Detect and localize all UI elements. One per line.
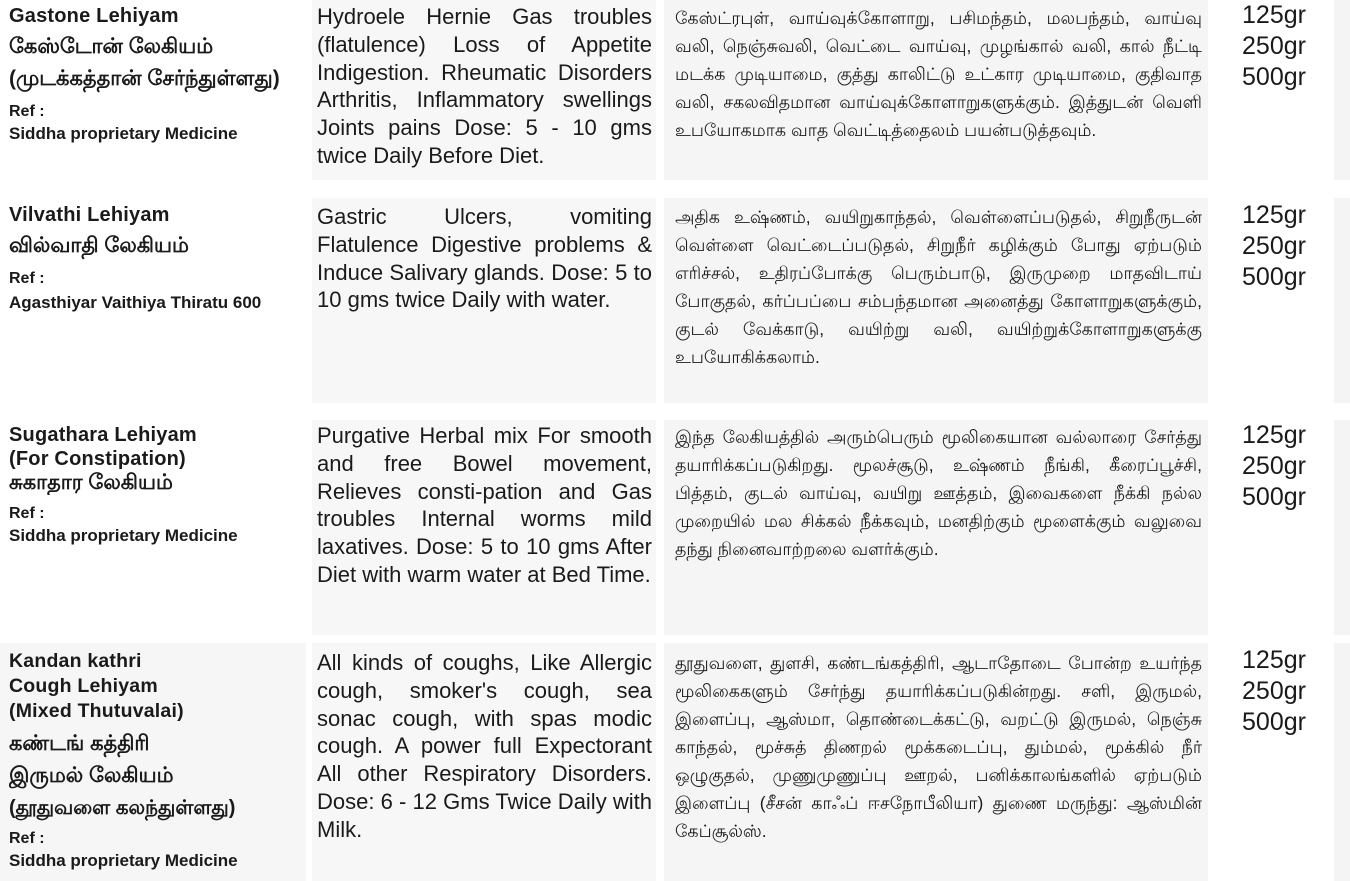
ref-source: Agasthiyar Vaithiya Thiratu 600 (9, 293, 262, 312)
tamil-indication: கேஸ்ட்ரபுள், வாய்வுக்கோளாறு, பசிமந்தம், மலபந்தம், வாய்வு வலி, நெஞ்சுவலி, வெட்டை வாய்வு, முழங்கால் வலி, கால் நீட்டி மடக்க முடியாமை, குத்து காலிட்டு உட்கார முடியாமை, குதிவாத வலி, சகலவிதமான வாய்வுக்கோளாறுகளுக்கும். இத்துடன் வெளி உபயோகமாக வாத வெட்டித்தைலம் பயன்படுத்தவும். (675, 8, 1202, 140)
quantity-option: 250gr (1242, 232, 1306, 260)
product-name: Vilvathi Lehiyam (9, 204, 170, 226)
english-indication-cell (312, 0, 656, 180)
tamil-indication: அதிக உஷ்ணம், வயிறுகாந்தல், வெள்ளைப்படுதல், சிறுநீருடன் வெள்ளை வெட்டைப்படுதல், சிறுநீர் கழிக்கும் போது ஏற்படும் எரிச்சல், உதிரப்போக்கு பெரும்பாடு, இருமுறை மாதவிடாய் போகுதல், கர்ப்பப்பை சம்பந்தமான அனைத்து கோளாறுகளுக்கும், குடல் வேக்காடு, வயிற்று வலி, வயிற்றுக்கோளாறுகளுக்கு உபயோகிக்கலாம். (675, 207, 1202, 367)
ref-source: Siddha proprietary Medicine (9, 526, 238, 545)
quantity-cell (1214, 643, 1334, 881)
product-tamil-note: (தூதுவளை கலந்துள்ளது) (9, 797, 236, 819)
tamil-indication-cell (664, 0, 1208, 180)
product-name: Sugathara Lehiyam (9, 424, 197, 446)
quantity-option: 250gr (1242, 677, 1306, 705)
ref-label: Ref : (9, 270, 45, 287)
tamil-indication-cell (664, 198, 1208, 403)
quantity-option: 500gr (1242, 483, 1306, 511)
ref-label: Ref : (9, 103, 45, 120)
tamil-indication-cell (664, 643, 1208, 881)
product-tamil-name: வில்வாதி லேகியம் (9, 234, 189, 257)
quantity-option: 250gr (1242, 32, 1306, 60)
product-name-note: (Mixed Thutuvalai) (9, 700, 184, 722)
tamil-indication: தூதுவளை, துளசி, கண்டங்கத்திரி, ஆடாதோடை போன்ற உயர்ந்த மூலிகைகளும் சேர்ந்து தயாரிக்கப்படுகின்றது. சளி, இருமல், இளைப்பு, ஆஸ்மா, தொண்டைக்கட்டு, வறட்டு இருமல், நெஞ்சு காந்தல், மூச்சுத் திணறல் மூக்கடைப்பு, தும்மல், மூக்கில் நீர் ஒழுகுதல், முணுமுணுப்பு ஊறல், பனிக்காலங்களில் ஏற்படும் இளைப்பு (சீசன் காஃப் ஈசநோபீலியா) துணை மருந்து: ஆஸ்மின் கேப்சூல்ஸ். (675, 653, 1202, 841)
product-tamil-name: சுகாதார லேகியம் (9, 471, 173, 494)
quantity-option: 125gr (1242, 201, 1306, 229)
product-name-cell (0, 0, 306, 180)
product-name-cell (0, 643, 306, 881)
english-indication: Gastric Ulcers, vomiting Flatulence Digestive problems & Induce Salivary glands. Dose: 5 to 10 gms twice Daily with water. (317, 204, 652, 313)
ref-source: Siddha proprietary Medicine (9, 124, 238, 143)
product-name-cell (0, 198, 306, 403)
quantity-option: 125gr (1242, 646, 1306, 674)
quantity-option: 500gr (1242, 708, 1306, 736)
product-tamil-name: கண்டங் கத்திரி (9, 732, 150, 755)
quantity-option: 250gr (1242, 452, 1306, 480)
quantity-cell (1214, 0, 1334, 180)
ref-label: Ref : (9, 830, 45, 847)
product-tamil-name: இருமல் லேகியம் (9, 764, 174, 787)
product-row (0, 198, 1350, 403)
tamil-indication: இந்த லேகியத்தில் அரும்பெரும் மூலிகையான வல்லாரை சேர்த்து தயாரிக்கப்படுகிறது. மூலச்சூடு, உஷ்ணம் நீங்கி, கீரைப்பூச்சி, பித்தம், குடல் வாய்வு, வயிறு ஊத்தம், இவைகளை நீக்கி நல்ல முறையில் மல சிக்கல் நீக்கவும், மனதிற்கும் மூளைக்கும் வலுவை தந்து நினைவாற்றலை வளர்க்கும். (675, 427, 1202, 559)
quantity-option: 500gr (1242, 63, 1306, 91)
english-indication: All kinds of coughs, Like Allergic cough, smoker's cough, sea sonac cough, with spas modic cough. A power full Expectorant All other Respiratory Disorders. Dose: 6 - 12 Gms Twice Daily with Milk. (317, 650, 652, 842)
english-indication-cell (312, 198, 656, 403)
product-tamil-note: (முடக்கத்தான் சேர்ந்துள்ளது) (9, 67, 280, 90)
product-name: Kandan kathri (9, 650, 142, 672)
product-tamil-name: கேஸ்டோன் லேகியம் (9, 35, 214, 58)
tamil-indication-cell (664, 420, 1208, 635)
quantity-option: 500gr (1242, 263, 1306, 291)
product-row (0, 420, 1350, 635)
ref-source: Siddha proprietary Medicine (9, 851, 238, 870)
quantity-cell (1214, 420, 1334, 635)
product-row (0, 0, 1350, 180)
english-indication: Hydroele Hernie Gas troubles (flatulence) Loss of Appetite Indigestion. Rheumatic Disorders Arthritis, Inflammatory swellings Joints pains Dose: 5 - 10 gms twice Daily Before Diet. (317, 4, 652, 168)
ref-label: Ref : (9, 505, 45, 522)
product-row (0, 643, 1350, 881)
product-name: Cough Lehiyam (9, 675, 158, 697)
product-name-note: (For Constipation) (9, 448, 186, 470)
english-indication-cell (312, 420, 656, 635)
english-indication: Purgative Herbal mix For smooth and free Bowel movement, Relieves consti-pation and Gas troubles Internal worms mild laxatives. Dose: 5 to 10 gms After Diet with warm water at Bed Time. (317, 423, 652, 587)
quantity-option: 125gr (1242, 1, 1306, 29)
english-indication-cell (312, 643, 656, 881)
product-name: Gastone Lehiyam (9, 5, 179, 27)
quantity-option: 125gr (1242, 421, 1306, 449)
quantity-cell (1214, 198, 1334, 403)
product-name-cell (0, 420, 306, 635)
